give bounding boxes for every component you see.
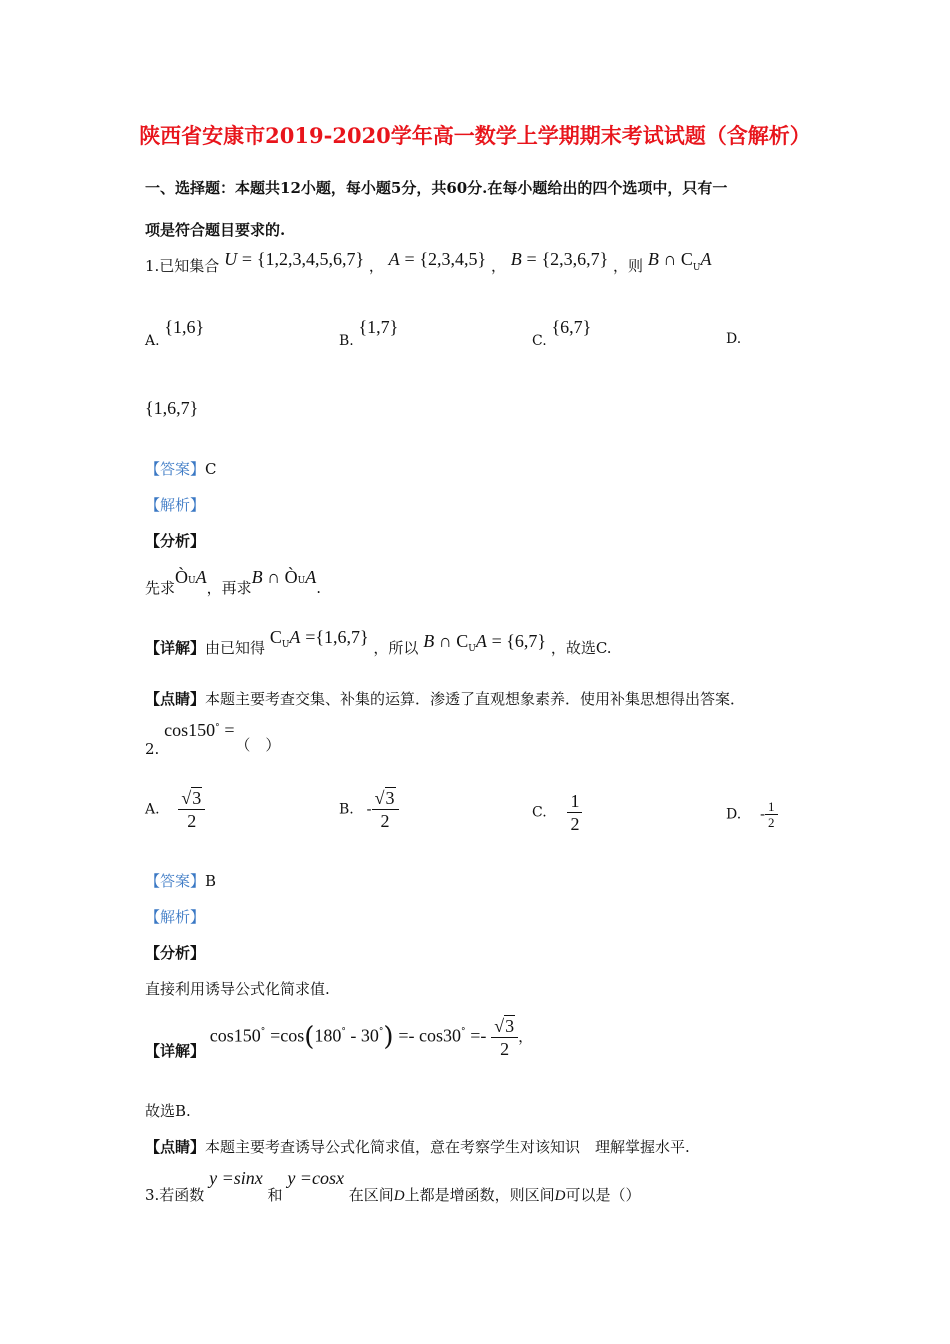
q1-dianjing: 【点睛】本题主要考查交集、补集的运算．渗透了直观想象素养．使用补集思想得出答案． <box>145 690 746 708</box>
q2-conclusion: 故选B. <box>145 1102 191 1120</box>
q1-stem: 1.已知集合 U = {1,2,3,4,5,6,7} ， A = {2,3,4,5} ， B = {2,3,6,7} ，则 B ∩ CUA <box>145 249 712 275</box>
q3-stem: 3.若函数 y =sinx 和 y =cosx 在区间D上都是增函数，则区间D可以是（） <box>145 1168 641 1204</box>
page-title: 陕西省安康市2019-2020学年高一数学上学期期末考试试题（含解析） <box>139 123 811 148</box>
q2-option-a[interactable]: A. $\frac{√3}{2}$ <box>145 787 205 832</box>
q2-dianjing: 【点睛】本题主要考查诱导公式化简求值，意在考察学生对该知识 理解掌握水平. <box>145 1138 690 1156</box>
section-heading-line2: 项是符合题目要求的. <box>145 221 286 239</box>
q1-option-d[interactable]: D. <box>726 331 742 347</box>
q1-option-b[interactable]: B. {1,7} <box>339 317 399 349</box>
q2-answer: 【答案】B <box>145 872 217 890</box>
q2-xiangjie: 【详解】 cos150° =cos(180° - 30°) =- cos30° =- $\frac{√3}{2}$ ， <box>145 1016 534 1060</box>
q2-stem: 2. cos150° = （ ） <box>145 720 281 758</box>
q2-option-c[interactable]: C. $\frac{1}{2}$ <box>532 790 582 835</box>
q2-option-d[interactable]: D. - $\frac{1}{2}$ <box>726 799 778 830</box>
q1-option-d-set: {1,6,7} <box>145 398 199 418</box>
q1-option-a[interactable]: A. {1,6} <box>145 317 205 349</box>
q2-fenxi-label: 【分析】 <box>145 944 206 962</box>
q2-fenxi-text: 直接利用诱导公式化简求值. <box>145 980 330 998</box>
q1-option-c[interactable]: C. {6,7} <box>532 317 592 349</box>
q1-fenxi-label: 【分析】 <box>145 532 206 550</box>
q1-answer: 【答案】C <box>145 460 217 478</box>
q1-jiexi-label: 【解析】 <box>145 496 206 514</box>
q1-fenxi-text: 先求ÒUA，再求B ∩ ÒUA. <box>145 567 321 597</box>
q2-jiexi-label: 【解析】 <box>145 908 206 926</box>
q1-xiangjie: 【详解】由已知得 $C_UA =\{1,6,7\}$ ，所以 B ∩ $C_UA = \{6,7\}$ ，故选C. <box>145 627 612 657</box>
section-heading-line1: 一、选择题：本题共12小题，每小题5分，共60分.在每小题给出的四个选项中，只有一 <box>145 179 728 197</box>
q2-option-b[interactable]: B. - $\frac{√3}{2}$ <box>339 787 399 832</box>
